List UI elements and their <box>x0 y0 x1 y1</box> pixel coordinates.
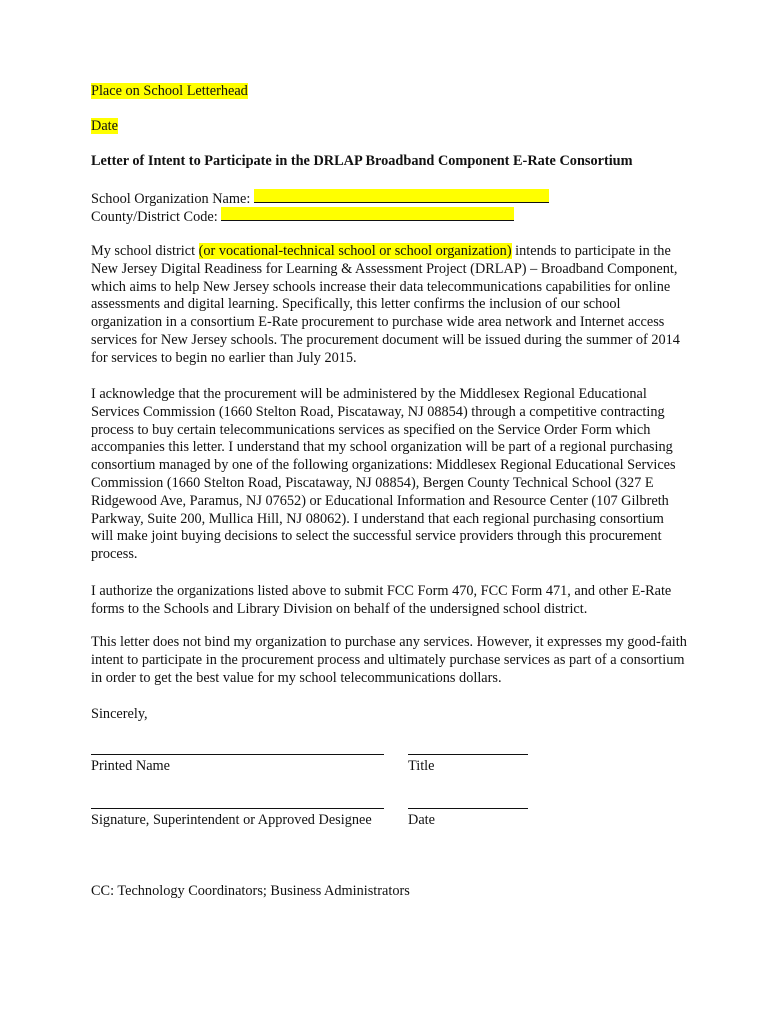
p1-text-end: intends to participate in the New Jersey Digital Readiness for Learning & Assessment Project (DRLAP) – Broadband Component, which aims to help New Jersey schools increase their data telecommunications capabilities for online assessments and digital learning. Specifically, this letter confirms the inclusion of our school organization in a consortium E-Rate procurement to purchase wide area network and Internet access services for New Jersey schools. The procurement document will be issued during the summer of 2014 for services to begin no earlier than July 2015. <box>91 243 680 366</box>
title-line[interactable] <box>408 754 528 755</box>
org-name-field[interactable] <box>254 189 549 203</box>
date-line <box>91 118 691 136</box>
paragraph-intent <box>91 243 687 368</box>
paragraph-nonbinding: This letter does not bind my organization to purchase any services. However, it expresses my good-faith intent to participate in the procurement process and ultimately purchase services as part of a consortium in order to get the best value for my school telecommunications dollars. <box>91 634 687 686</box>
cc-line: CC: Technology Coordinators; Business Administrators <box>91 883 410 899</box>
letter-title: Letter of Intent to Participate in the DRLAP Broadband Component E-Rate Consortium <box>91 153 633 169</box>
district-code-field[interactable] <box>221 207 514 221</box>
district-code-label: County/District Code: <box>91 209 218 225</box>
p1-highlight: (or vocational-technical school or school organization) <box>198 243 512 259</box>
salutation: Sincerely, <box>91 706 148 722</box>
date-label: Date <box>408 812 435 828</box>
title-label: Title <box>408 758 435 774</box>
date-signature-line[interactable] <box>408 808 528 809</box>
p1-text-start: My school district <box>91 243 199 259</box>
signature-label: Signature, Superintendent or Approved Designee <box>91 812 372 828</box>
printed-name-line[interactable] <box>91 754 384 755</box>
letterhead-note <box>91 83 691 101</box>
org-name-label: School Organization Name: <box>91 191 251 207</box>
printed-name-label: Printed Name <box>91 758 171 774</box>
signature-line[interactable] <box>91 808 384 809</box>
date-placeholder: Date <box>91 118 118 134</box>
org-name-row <box>91 189 691 209</box>
paragraph-acknowledge: I acknowledge that the procurement will be administered by the Middlesex Regional Educational Services Commission (1660 Stelton Road, Piscataway, NJ 08854) through a competitive contracting process to buy certain telecommunications services as specified on the Service Order Form which accompanies this letter. I understand that my school organization will be part of a regional purchasing consortium managed by one of the following organizations: Middlesex Regional Educational Services Commission (1660 Stelton Road, Piscataway, NJ 08854), Bergen County Technical School (327 E Ridgewood Ave, Paramus, NJ 07652) or Educational Information and Resource Center (107 Gilbreth Parkway, Suite 200, Mullica Hill, NJ 08062). I understand that each regional purchasing consortium will make joint buying decisions to select the successful service providers through this procurement process. <box>91 386 676 563</box>
letterhead-placeholder: Place on School Letterhead <box>91 83 248 99</box>
district-code-row <box>91 207 691 227</box>
paragraph-authorize: I authorize the organizations listed above to submit FCC Form 470, FCC Form 471, and other E-Rate forms to the Schools and Library Division on behalf of the undersigned school district. <box>91 583 672 617</box>
